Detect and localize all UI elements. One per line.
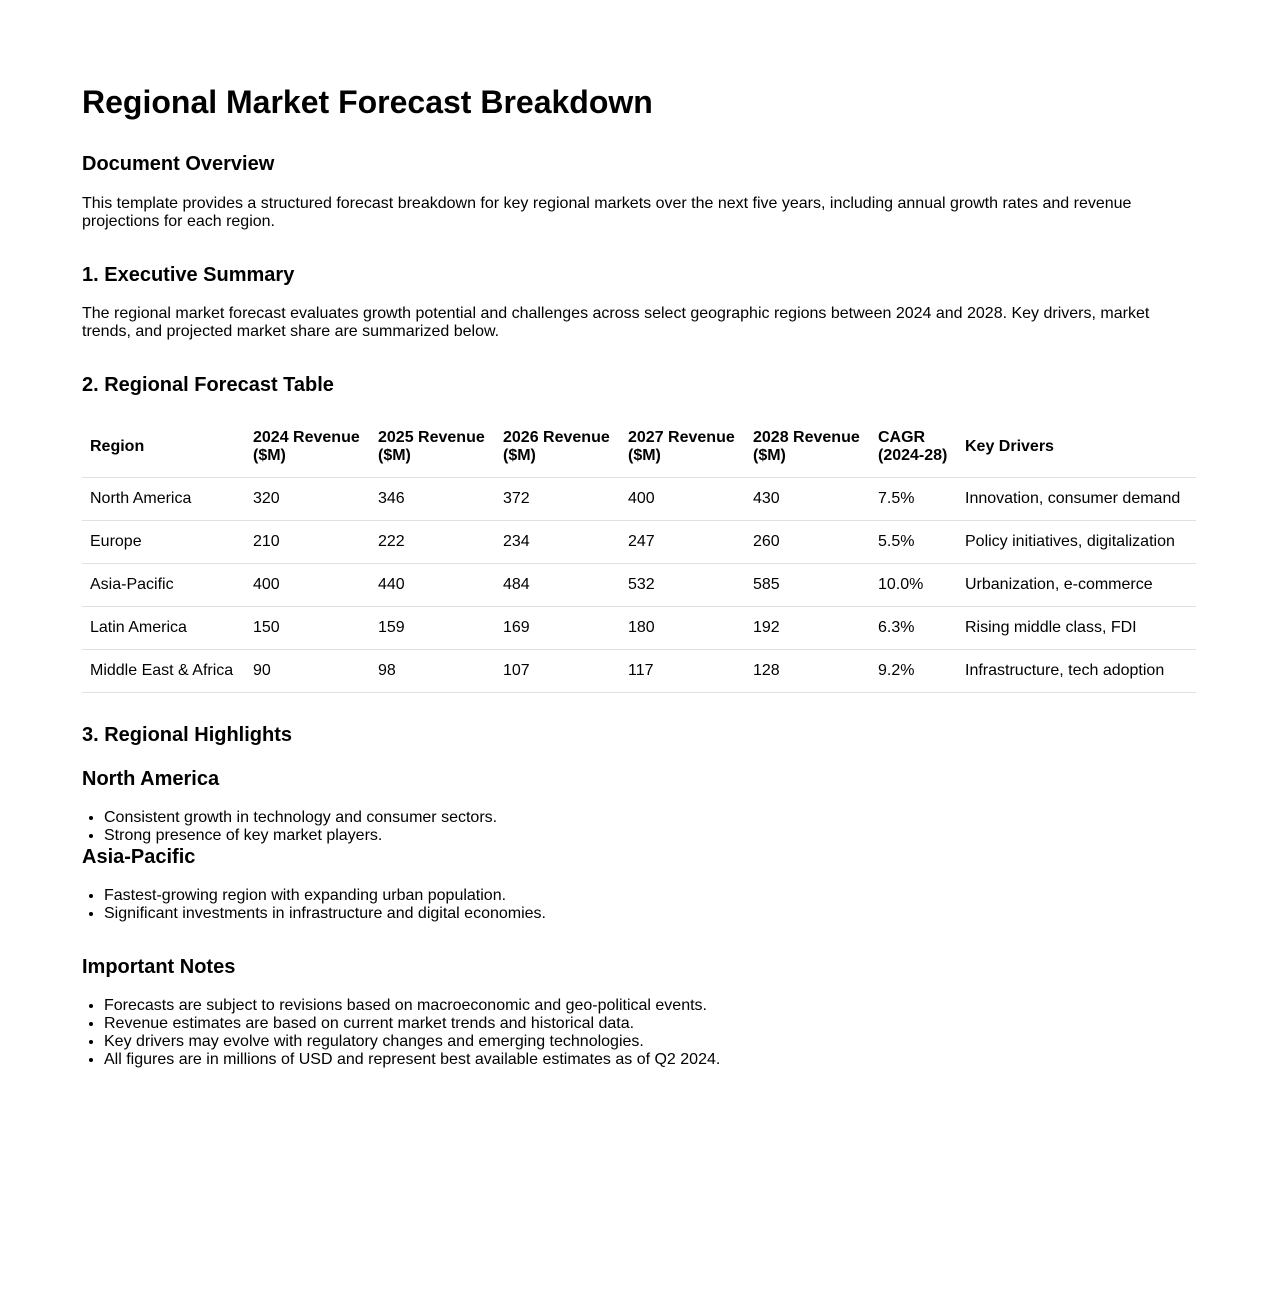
executive-summary-heading: 1. Executive Summary [82, 264, 295, 286]
table-header-row [82, 417, 1196, 478]
cell-2027-revenue: 400 [620, 478, 745, 521]
cell-2024-revenue: 210 [245, 521, 370, 564]
cell-cagr: 5.5% [870, 521, 957, 564]
list-item: • Revenue estimates are based on current market trends and historical data. [104, 1015, 1196, 1033]
cell-2028-revenue: 192 [745, 607, 870, 650]
header-region-label: Region [90, 438, 145, 455]
cell-2026-revenue: 372 [495, 478, 620, 521]
list-item: • Significant investments in infrastructure and digital economies. [104, 905, 1196, 923]
highlight-list [82, 887, 1196, 923]
cell-2024-revenue: 400 [245, 564, 370, 607]
cell-region: Asia-Pacific [82, 564, 245, 607]
regional-highlights-section [82, 723, 1196, 923]
header-2027-revenue [620, 417, 745, 478]
header-2025-line2: ($M) [378, 447, 411, 464]
important-notes-section [82, 955, 1196, 1069]
header-key-drivers-label: Key Drivers [965, 438, 1054, 455]
cell-2026-revenue: 234 [495, 521, 620, 564]
cell-key-drivers: Urbanization, e-commerce [957, 564, 1196, 607]
cell-cagr: 6.3% [870, 607, 957, 650]
important-notes-heading: Important Notes [82, 956, 236, 978]
list-item: • Consistent growth in technology and consumer sectors. [104, 809, 1196, 827]
header-2025-line1: 2025 Revenue [378, 429, 485, 446]
highlight-region-heading: North America [82, 768, 220, 790]
cell-cagr: 7.5% [870, 478, 957, 521]
executive-summary-section [82, 263, 1196, 341]
header-2024-line1: 2024 Revenue [253, 429, 360, 446]
regional-highlights-heading: 3. Regional Highlights [82, 724, 293, 746]
table-row [82, 564, 1196, 607]
cell-2025-revenue: 159 [370, 607, 495, 650]
cell-key-drivers: Rising middle class, FDI [957, 607, 1196, 650]
cell-2024-revenue: 150 [245, 607, 370, 650]
overview-section [82, 152, 1196, 231]
notes-list [82, 997, 1196, 1069]
list-item: • Forecasts are subject to revisions based on macroeconomic and geo-political events. [104, 997, 1196, 1015]
executive-summary-text: The regional market forecast evaluates growth potential and challenges across select geographic regions between 2024 and 2028. Key drivers, market trends, and projected market share are summarized below. [82, 305, 1150, 340]
cell-2027-revenue: 180 [620, 607, 745, 650]
cell-region: Latin America [82, 607, 245, 650]
header-2027-line1: 2027 Revenue [628, 429, 735, 446]
header-2026-line2: ($M) [503, 447, 536, 464]
cell-region: Middle East & Africa [82, 650, 245, 693]
header-2027-line2: ($M) [628, 447, 661, 464]
cell-key-drivers: Infrastructure, tech adoption [957, 650, 1196, 693]
header-cagr-line1: CAGR [878, 429, 926, 446]
header-2024-line2: ($M) [253, 447, 286, 464]
header-2028-line2: ($M) [753, 447, 786, 464]
cell-2025-revenue: 98 [370, 650, 495, 693]
cell-2026-revenue: 169 [495, 607, 620, 650]
cell-key-drivers: Policy initiatives, digitalization [957, 521, 1196, 564]
list-item: • Strong presence of key market players. [104, 827, 1196, 845]
table-row [82, 650, 1196, 693]
cell-2025-revenue: 222 [370, 521, 495, 564]
cell-cagr: 9.2% [870, 650, 957, 693]
list-item: • Fastest-growing region with expanding urban population. [104, 887, 1196, 905]
cell-2025-revenue: 346 [370, 478, 495, 521]
cell-2027-revenue: 117 [620, 650, 745, 693]
forecast-table-heading: 2. Regional Forecast Table [82, 374, 334, 396]
cell-region: North America [82, 478, 245, 521]
list-item: • Key drivers may evolve with regulatory changes and emerging technologies. [104, 1033, 1196, 1051]
highlight-region-heading: Asia-Pacific [82, 846, 196, 868]
header-cagr [870, 417, 957, 478]
cell-2026-revenue: 484 [495, 564, 620, 607]
header-key-drivers [957, 417, 1196, 478]
cell-key-drivers: Innovation, consumer demand [957, 478, 1196, 521]
cell-2024-revenue: 320 [245, 478, 370, 521]
cell-2026-revenue: 107 [495, 650, 620, 693]
list-item: • All figures are in millions of USD and represent best available estimates as of Q2 2024. [104, 1051, 1196, 1069]
header-region [82, 417, 245, 478]
header-2028-revenue [745, 417, 870, 478]
overview-heading: Document Overview [82, 153, 275, 175]
cell-2027-revenue: 532 [620, 564, 745, 607]
table-row [82, 478, 1196, 521]
cell-2024-revenue: 90 [245, 650, 370, 693]
cell-2028-revenue: 585 [745, 564, 870, 607]
forecast-table [82, 417, 1196, 693]
header-2028-line1: 2028 Revenue [753, 429, 860, 446]
cell-2027-revenue: 247 [620, 521, 745, 564]
cell-cagr: 10.0% [870, 564, 957, 607]
table-row [82, 521, 1196, 564]
cell-2028-revenue: 430 [745, 478, 870, 521]
header-2026-line1: 2026 Revenue [503, 429, 610, 446]
header-cagr-line2: (2024-28) [878, 447, 948, 464]
overview-text: This template provides a structured forecast breakdown for key regional markets over the next five years, including annual growth rates and revenue projections for each region. [82, 195, 1132, 230]
forecast-table-section [82, 373, 1196, 693]
header-2026-revenue [495, 417, 620, 478]
header-2025-revenue [370, 417, 495, 478]
highlight-north-america [82, 767, 1196, 845]
highlight-asia-pacific [82, 845, 1196, 923]
cell-2028-revenue: 260 [745, 521, 870, 564]
cell-region: Europe [82, 521, 245, 564]
cell-2025-revenue: 440 [370, 564, 495, 607]
page-title: Regional Market Forecast Breakdown [82, 84, 653, 120]
cell-2028-revenue: 128 [745, 650, 870, 693]
highlight-list [82, 809, 1196, 845]
header-2024-revenue [245, 417, 370, 478]
table-row [82, 607, 1196, 650]
